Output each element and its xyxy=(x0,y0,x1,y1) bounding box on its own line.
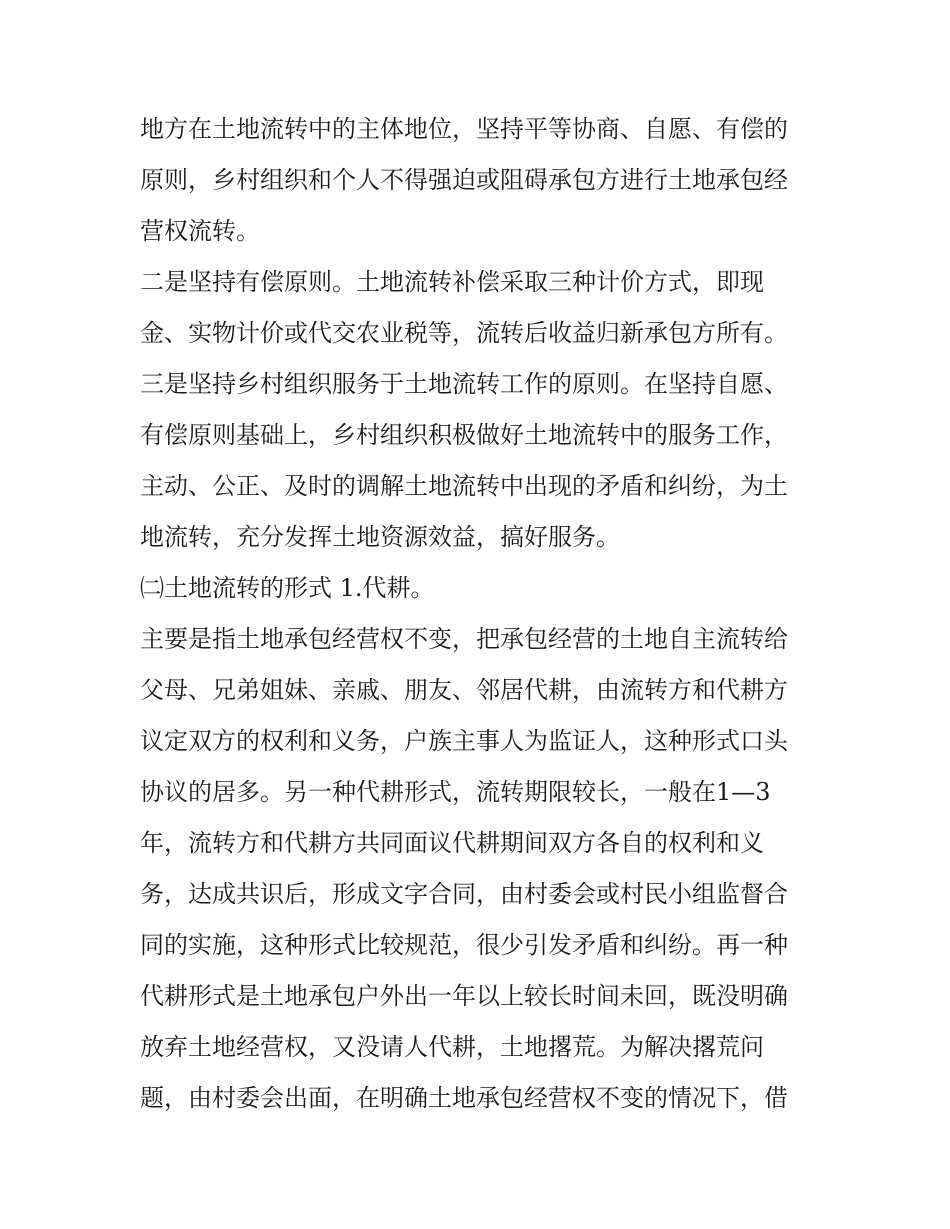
text-line: 父母、兄弟姐妹、亲戚、朋友、邻居代耕，由流转方和代耕方 xyxy=(140,676,788,704)
text-line: 放弃土地经营权，又没请人代耕，土地撂荒。为解决撂荒问 xyxy=(140,1033,764,1061)
text-line: 议定双方的权利和义务，户族主事人为监证人，这种形式口头 xyxy=(140,727,788,755)
text-line: 同的实施，这种形式比较规范，很少引发矛盾和纠纷。再一种 xyxy=(140,931,788,959)
body-text xyxy=(140,104,820,1124)
section-heading: ㈡土地流转的形式 1.代耕。 xyxy=(140,574,435,602)
text-line: 年，流转方和代耕方共同面议代耕期间双方各自的权利和义 xyxy=(140,829,764,857)
text-line: 地方在土地流转中的主体地位，坚持平等协商、自愿、有偿的 xyxy=(140,115,788,143)
text-line: 主动、公正、及时的调解土地流转中出现的矛盾和纠纷，为土 xyxy=(140,472,788,500)
text-line: 代耕形式是土地承包户外出一年以上较长时间未回，既没明确 xyxy=(140,982,788,1010)
text-line: 原则，乡村组织和个人不得强迫或阻碍承包方进行土地承包经 xyxy=(140,166,788,194)
text-line: 地流转，充分发挥土地资源效益，搞好服务。 xyxy=(140,523,620,551)
text-line: 有偿原则基础上，乡村组织积极做好土地流转中的服务工作， xyxy=(140,421,788,449)
text-line: 务，达成共识后，形成文字合同，由村委会或村民小组监督合 xyxy=(140,880,788,908)
text-line: 金、实物计价或代交农业税等，流转后收益归新承包方所有。 xyxy=(140,319,788,347)
text-line: 二是坚持有偿原则。土地流转补偿采取三种计价方式，即现 xyxy=(140,268,764,296)
text-line: 协议的居多。另一种代耕形式，流转期限较长，一般在1—3 xyxy=(140,778,771,806)
text-line: 三是坚持乡村组织服务于土地流转工作的原则。在坚持自愿、 xyxy=(140,370,788,398)
text-line: 主要是指土地承包经营权不变，把承包经营的土地自主流转给 xyxy=(140,625,788,653)
text-line: 营权流转。 xyxy=(140,217,260,245)
text-line: 题，由村委会出面，在明确土地承包经营权不变的情况下，借 xyxy=(140,1084,788,1112)
